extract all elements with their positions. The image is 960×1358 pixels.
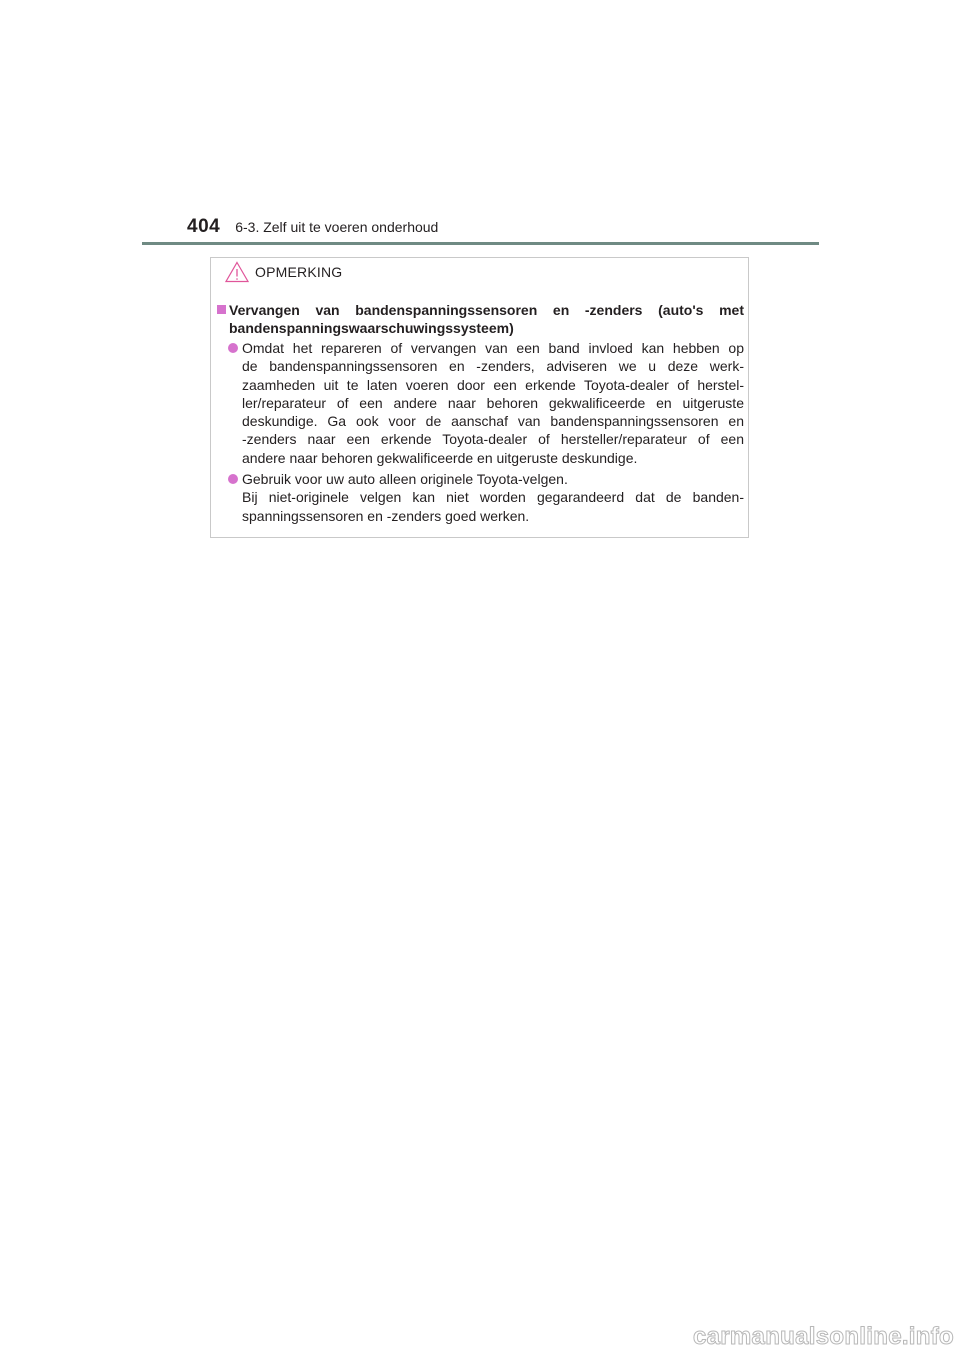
section-heading (217, 301, 744, 337)
bullet-line: Bij niet-originele velgen kan niet worden gegarandeerd dat de banden- (242, 489, 744, 506)
bullet-line: Gebruik voor uw auto alleen originele Toyota-velgen. (242, 471, 568, 488)
notice-label: OPMERKING (255, 264, 343, 280)
section-heading-text: Vervangen van bandenspanningssensoren en -zenders (auto's met bandenspanningswaarschuwingssysteem) (229, 302, 744, 336)
notice-header (225, 261, 342, 283)
watermark-logo: carmanualsonline.info (692, 1323, 954, 1350)
bullet-line: -zenders naar een erkende Toyota-dealer of hersteller/reparateur of een (242, 431, 744, 448)
list-item (228, 470, 744, 525)
list-item (228, 339, 744, 467)
page-number: 404 (187, 216, 221, 237)
bullet-line: deskundige. Ga ook voor de aanschaf van bandenspanningssensoren en (242, 413, 744, 430)
section-title: 6-3. Zelf uit te voeren onderhoud (235, 219, 439, 235)
header-divider (142, 242, 819, 245)
page-header (187, 216, 438, 238)
bullet-line: ler/reparateur of een andere naar behoren gekwalificeerde en uitgeruste (242, 394, 744, 411)
bullet-line: spanningssensoren en -zenders goed werken. (242, 507, 530, 524)
bullet-list (228, 339, 744, 528)
notice-box (210, 257, 749, 538)
bullet-line: Omdat het repareren of vervangen van een band invloed kan hebben op (242, 340, 744, 356)
circle-bullet-icon (228, 474, 238, 484)
bullet-line: andere naar behoren gekwalificeerde en uitgeruste deskundige. (242, 449, 638, 466)
square-bullet-icon (217, 305, 226, 314)
warning-triangle-icon (225, 261, 249, 283)
bullet-line: zaamheden uit te laten voeren door een erkende Toyota-dealer of herstel- (242, 376, 744, 393)
bullet-line: de bandenspanningssensoren en -zenders, adviseren we u deze werk- (242, 358, 744, 375)
circle-bullet-icon (228, 343, 238, 353)
